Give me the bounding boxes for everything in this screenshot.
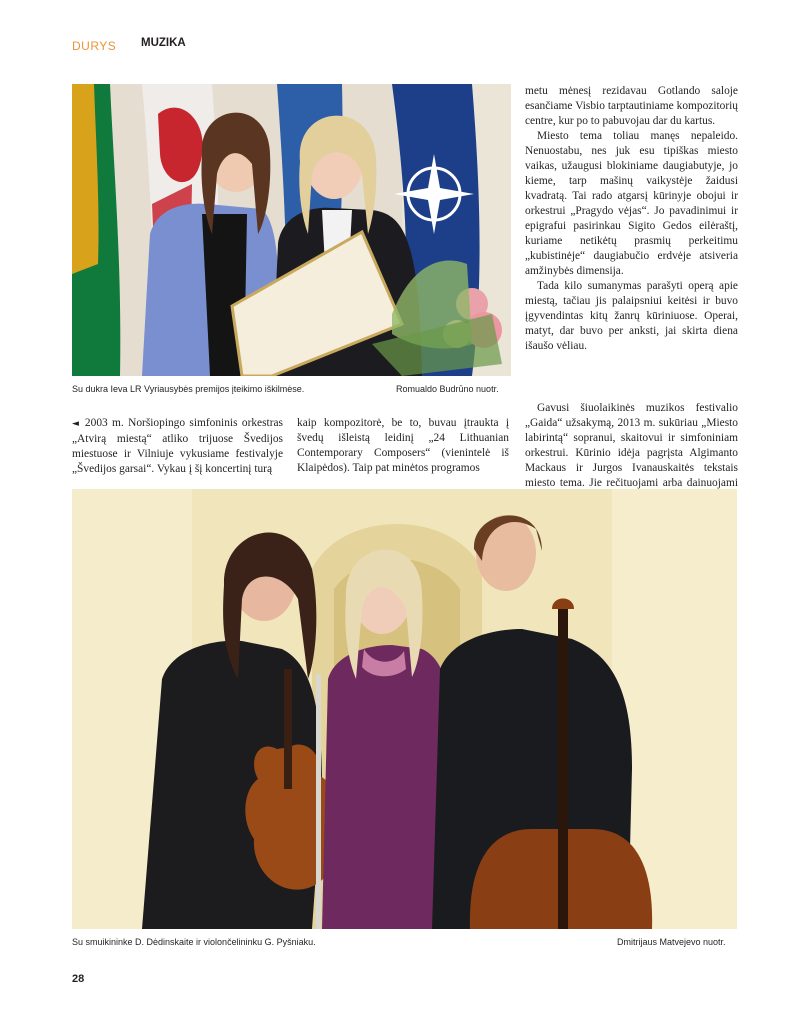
paragraph: Gavusi šiuolaikinės muzikos festivalio „Gaida“ užsakymą, 2013 m. sukūriau „Miesto labirintą“ sopranui, skaitovui ir simfoniniam orkestrui. Kūrinio idėja pagrįsta Algimanto Mackaus ir Jurgos Ivanauskaitės tekstais miesto tema. Jie rečituojami arba dainuojami xyxy=(525,402,738,489)
award-ceremony-photo xyxy=(72,84,511,376)
text-column-left xyxy=(72,416,283,477)
continuation-arrow-icon: ◄ xyxy=(72,419,79,429)
musicians-photo xyxy=(72,489,737,929)
photo2-credit: Dmitrijaus Matvejevo nuotr. xyxy=(617,937,726,947)
paragraph: 2003 m. Noršiopingo simfoninis orkestras „Atvirą miestą“ atliko trijuose Švedijos miestuose ir Vilniuje vykusiame festivalyje „Švedijos garsai“. Vykau į šį koncertinį turą xyxy=(72,417,283,475)
running-header xyxy=(72,37,186,55)
category-label: MUZIKA xyxy=(141,37,186,49)
photo1-caption: Su dukra Ieva LR Vyriausybės premijos įteikimo iškilmėse. xyxy=(72,384,305,394)
page-number: 28 xyxy=(72,973,85,985)
musicians-image xyxy=(72,489,737,929)
photo1-credit: Romualdo Budrūno nuotr. xyxy=(396,384,499,394)
photo2-caption: Su smuikininke D. Dėdinskaite ir violončelininku G. Pyšniaku. xyxy=(72,937,316,947)
award-ceremony-image xyxy=(72,84,511,376)
section-label: DURYS xyxy=(72,39,117,53)
paragraph: Tada kilo sumanymas parašyti operą apie miestą, tačiau jis palaipsniui keitėsi ir buvo įgyvendintas kitų žanrų kūriniuose. Operai, matyt, dar buvo per anksti, jai skirta diena išaušo vėliau. xyxy=(525,280,738,352)
text-column-right-top xyxy=(525,84,738,354)
paragraph: kaip kompozitorė, be to, buvau įtraukta į švedų išleistą leidinį „24 Lithuanian Contemporary Composers“ (vienintelė iš Klaipėdos). Taip pat minėtos programos xyxy=(297,417,509,474)
text-column-middle xyxy=(297,416,509,476)
paragraph: metu mėnesį rezidavau Gotlando saloje esančiame Visbio tarptautiniame kompozitorių centre, kur po to pabuvojau dar du kartus. xyxy=(525,85,738,127)
paragraph: Miesto tema toliau manęs nepaleido. Nenuostabu, nes juk esu tipiškas miesto vaikas, užaugusi blokiniame daugiabutyje, jo kieme, tarp mašinų vaikystėje žaidusi kvadratą. Tai rado atgarsį kūrinyje obojui ir orkestrui „Pragydo vėjas“. Jo pavadinimui ir epigrafui pasirinkau Sigito Gedos eilėraštį, kuriame netikėtų prasmių perkeitimu „kubistinėje“ daugiabučio erdvėje atsiveria amžinybės dimensija. xyxy=(525,130,738,277)
